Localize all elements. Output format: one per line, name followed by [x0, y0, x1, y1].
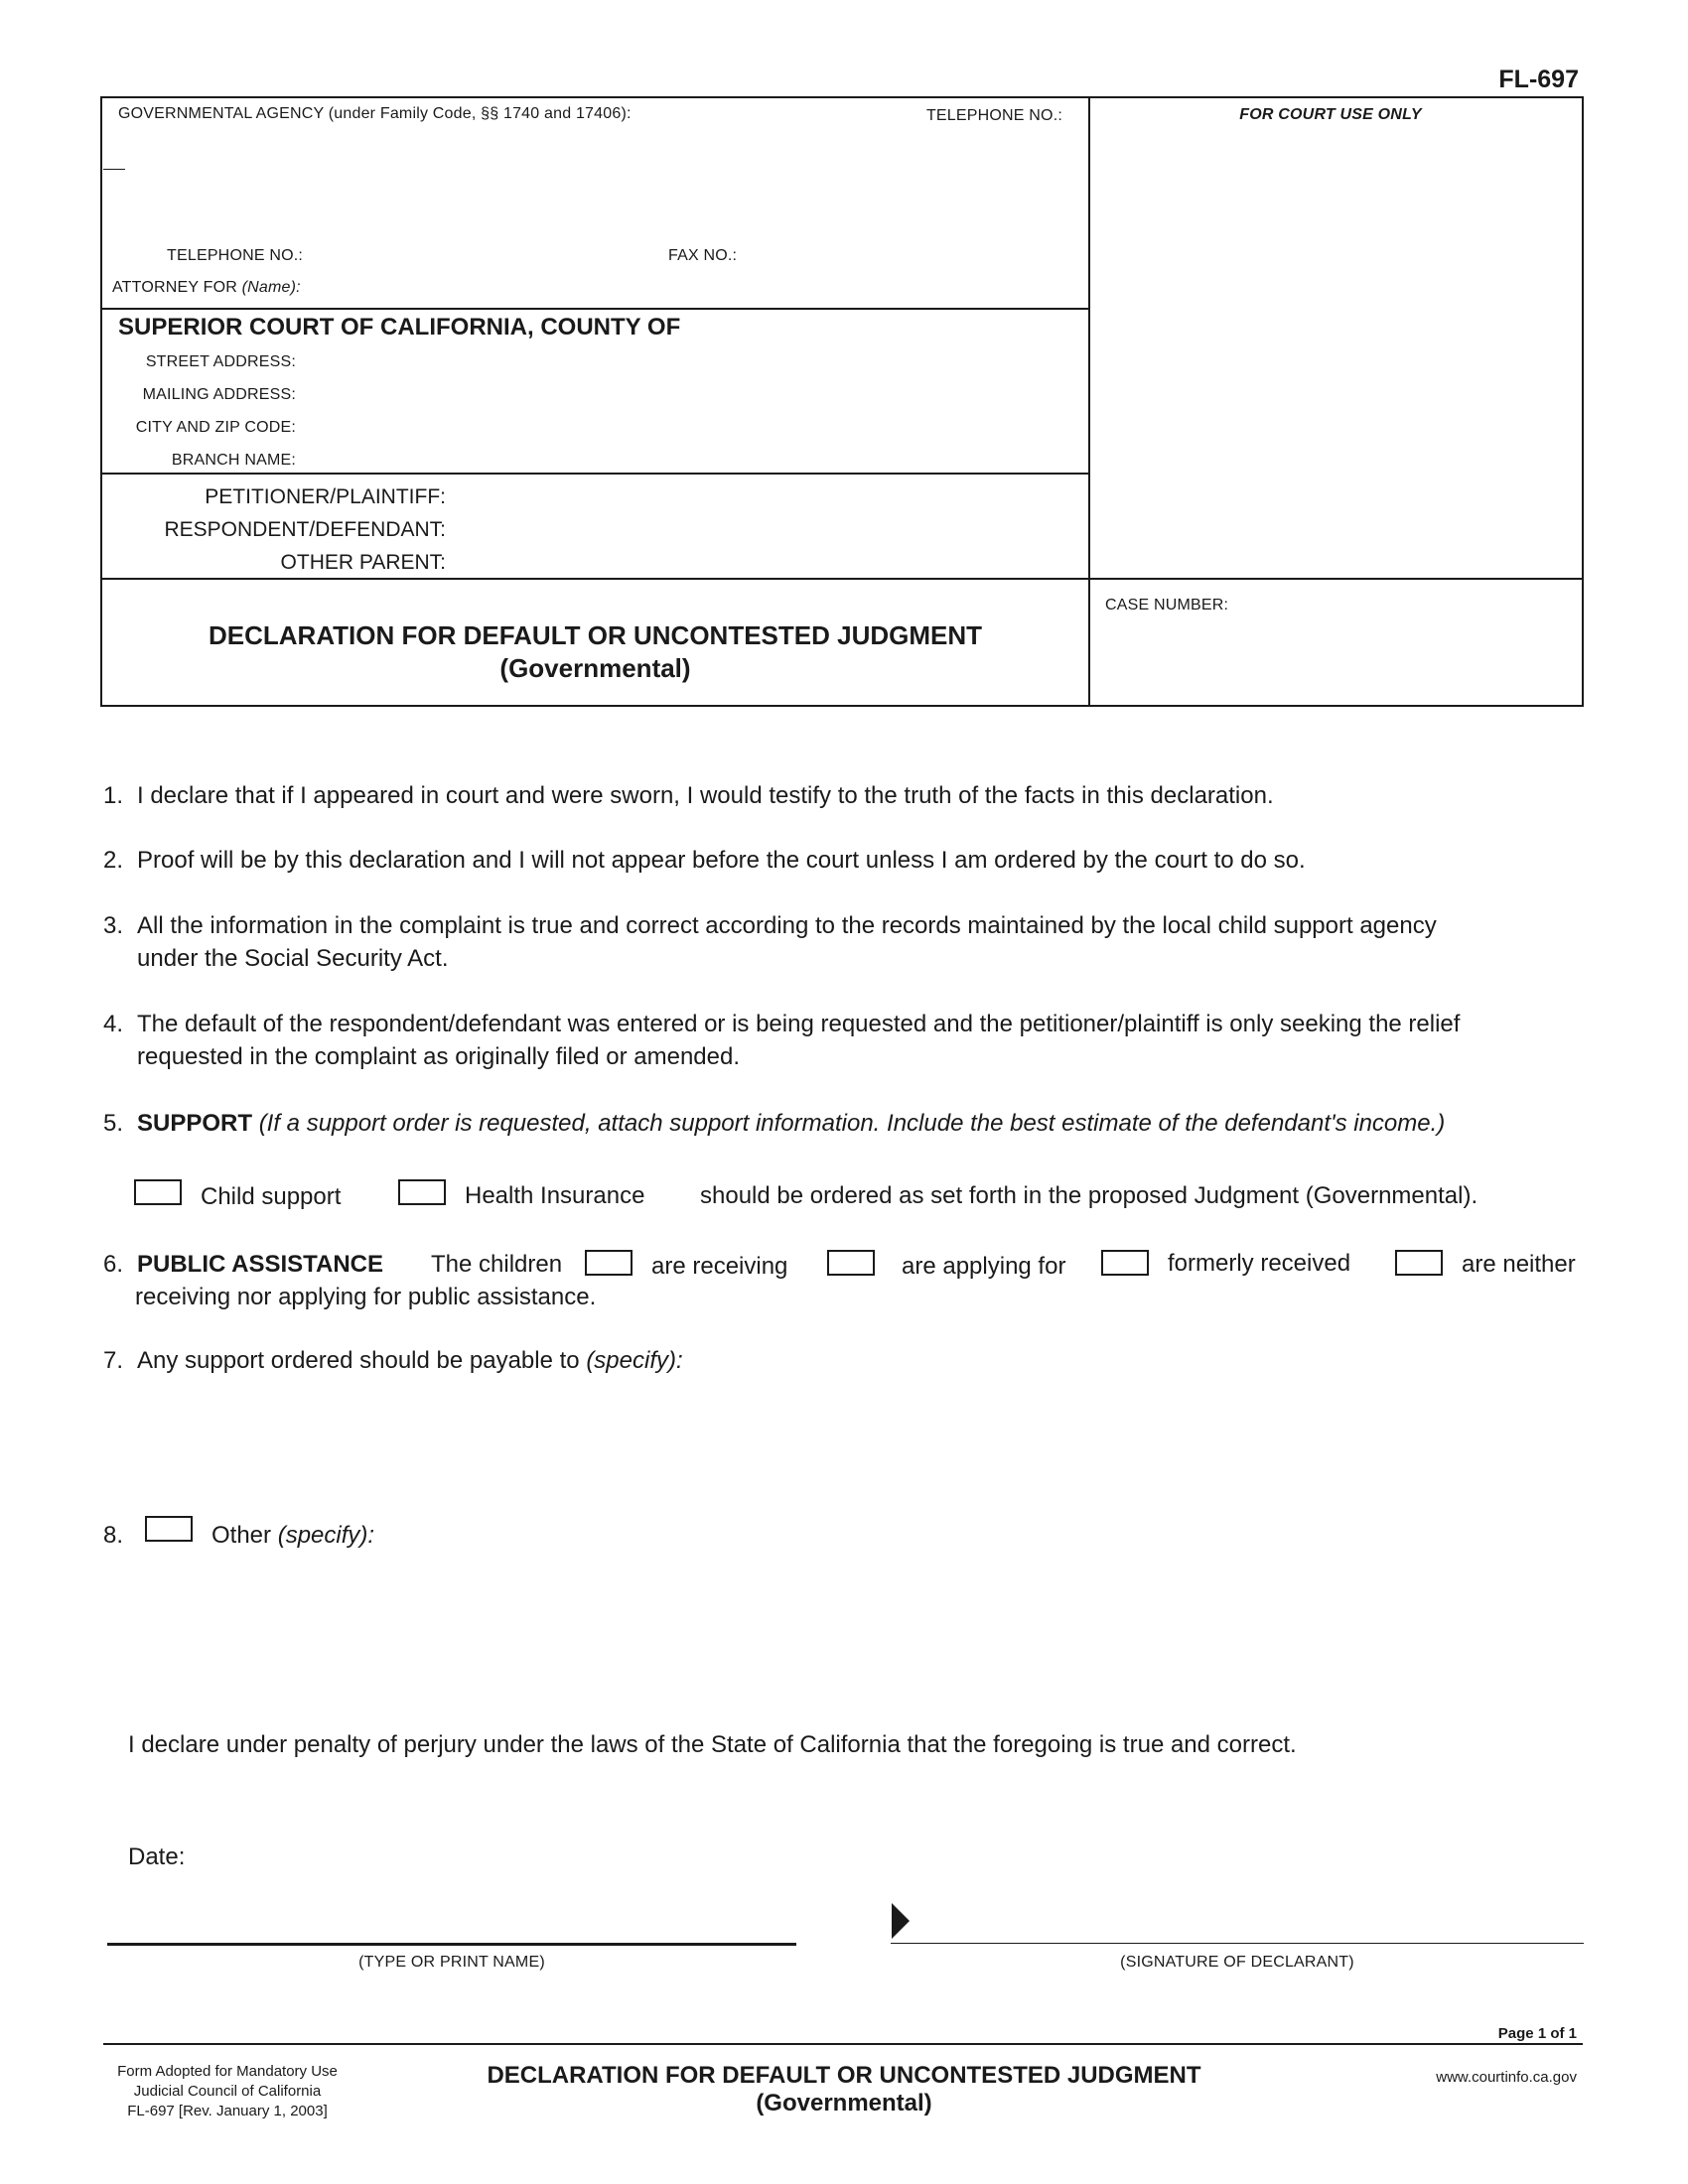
signature-line[interactable] — [891, 1943, 1584, 1944]
website-link[interactable]: www.courtinfo.ca.gov — [1436, 2069, 1577, 2086]
footer-rule — [103, 2043, 1583, 2045]
branch-name-label: BRANCH NAME: — [171, 452, 296, 469]
item5-heading: SUPPORT — [137, 1110, 253, 1137]
name-caption: (TYPE OR PRINT NAME) — [358, 1954, 545, 1971]
neither-label: are neither — [1462, 1251, 1576, 1278]
item3-number: 3. — [103, 912, 124, 939]
item6-heading: PUBLIC ASSISTANCE — [137, 1251, 384, 1278]
formerly-received-label: formerly received — [1168, 1250, 1351, 1277]
item2-number: 2. — [103, 847, 124, 874]
item5-line — [137, 1107, 1445, 1140]
caption-line-title — [100, 578, 1584, 580]
child-support-checkbox[interactable] — [134, 1179, 182, 1205]
item7-line — [137, 1344, 683, 1377]
item3-line2: under the Social Security Act. — [137, 945, 449, 972]
item8-line — [211, 1519, 374, 1552]
attorney-for-name: (Name): — [241, 279, 301, 296]
receiving-label: are receiving — [651, 1253, 788, 1280]
attorney-for-label — [112, 279, 301, 297]
applying-checkbox[interactable] — [827, 1250, 875, 1276]
caption-bottom-border — [100, 705, 1584, 707]
item2-text: Proof will be by this declaration and I will not appear before the court unless I am ordered by the court to do so. — [137, 847, 1306, 874]
street-address-label: STREET ADDRESS: — [145, 353, 296, 370]
child-support-label: Child support — [201, 1183, 342, 1210]
item4-line1: The default of the respondent/defendant was entered or is being requested and the petitioner/plaintiff is only seeking the relief — [137, 1011, 1461, 1037]
formerly-received-checkbox[interactable] — [1101, 1250, 1149, 1276]
agency-label: GOVERNMENTAL AGENCY (under Family Code, §§ 1740 and 17406): — [118, 105, 632, 122]
receiving-checkbox[interactable] — [585, 1250, 633, 1276]
health-insurance-checkbox[interactable] — [398, 1179, 446, 1205]
adoption-block — [103, 2062, 352, 2121]
caption-top-border — [100, 96, 1584, 98]
court-name: SUPERIOR COURT OF CALIFORNIA, COUNTY OF — [118, 314, 681, 341]
case-number-label: CASE NUMBER: — [1105, 597, 1229, 614]
footer-title: DECLARATION FOR DEFAULT OR UNCONTESTED JUDGMENT — [487, 2062, 1201, 2089]
form-subtitle: (Governmental) — [499, 653, 691, 683]
item1-number: 1. — [103, 782, 124, 809]
item6-number: 6. — [103, 1251, 124, 1278]
fax-label: FAX NO.: — [668, 247, 738, 264]
item4-number: 4. — [103, 1011, 124, 1037]
adopted-line2: Judicial Council of California — [133, 2083, 322, 2100]
caption-line-parties — [100, 473, 1090, 475]
item1-text: I declare that if I appeared in court and were sworn, I would testify to the truth of the facts in this declaration. — [137, 782, 1274, 809]
item8-number: 8. — [103, 1522, 124, 1549]
date-label: Date: — [128, 1843, 186, 1870]
signature-arrow-icon — [890, 1901, 912, 1941]
mailing-address-label: MAILING ADDRESS: — [142, 386, 296, 403]
item3-line1: All the information in the complaint is true and correct according to the records maintained by the local child support agency — [137, 912, 1437, 939]
caption-divider — [1088, 96, 1090, 707]
perjury-statement: I declare under penalty of perjury under the laws of the State of California that the foregoing is true and correct. — [128, 1731, 1297, 1758]
other-parent-label: OTHER PARENT: — [280, 551, 446, 574]
adopted-line1: Form Adopted for Mandatory Use — [117, 2063, 338, 2080]
signature-caption: (SIGNATURE OF DECLARANT) — [1120, 1954, 1354, 1971]
footer-subtitle: (Governmental) — [756, 2090, 932, 2116]
city-zip-label: CITY AND ZIP CODE: — [135, 419, 296, 436]
page-number: Page 1 of 1 — [1497, 2025, 1577, 2042]
item4-line2: requested in the complaint as originally filed or amended. — [137, 1043, 741, 1070]
agency-tick — [103, 169, 125, 170]
caption-right-border — [1582, 96, 1584, 707]
item7-text: Any support ordered should be payable to — [137, 1347, 580, 1374]
item8-specify: (specify): — [277, 1522, 375, 1549]
applying-label: are applying for — [902, 1253, 1066, 1280]
item8-text: Other — [211, 1522, 272, 1549]
form-number: FL-697 — [1498, 66, 1579, 93]
caption-line-court — [100, 308, 1090, 310]
item6-line2: receiving nor applying for public assistance. — [135, 1284, 597, 1310]
court-use-label: FOR COURT USE ONLY — [1239, 106, 1422, 123]
item7-number: 7. — [103, 1347, 124, 1374]
form-title: DECLARATION FOR DEFAULT OR UNCONTESTED JUDGMENT — [208, 620, 983, 650]
health-insurance-label: Health Insurance — [465, 1182, 645, 1209]
item5-note: (If a support order is requested, attach support information. Include the best estimate of the defendant's income.) — [258, 1110, 1446, 1137]
item7-specify: (specify): — [586, 1347, 683, 1374]
name-line[interactable] — [107, 1943, 796, 1946]
petitioner-label: PETITIONER/PLAINTIFF: — [205, 485, 446, 508]
support-order-text: should be ordered as set forth in the proposed Judgment (Governmental). — [700, 1182, 1478, 1209]
footer-title-block — [377, 2062, 1311, 2117]
adopted-line3: FL-697 [Rev. January 1, 2003] — [127, 2103, 328, 2119]
other-checkbox[interactable] — [145, 1516, 193, 1542]
telephone-top-label: TELEPHONE NO.: — [925, 107, 1062, 124]
item6-children: The children — [431, 1251, 563, 1278]
attorney-for-text: ATTORNEY FOR — [112, 279, 237, 296]
respondent-label: RESPONDENT/DEFENDANT: — [164, 518, 446, 541]
item5-number: 5. — [103, 1110, 124, 1137]
telephone-label: TELEPHONE NO.: — [167, 247, 304, 264]
neither-checkbox[interactable] — [1395, 1250, 1443, 1276]
